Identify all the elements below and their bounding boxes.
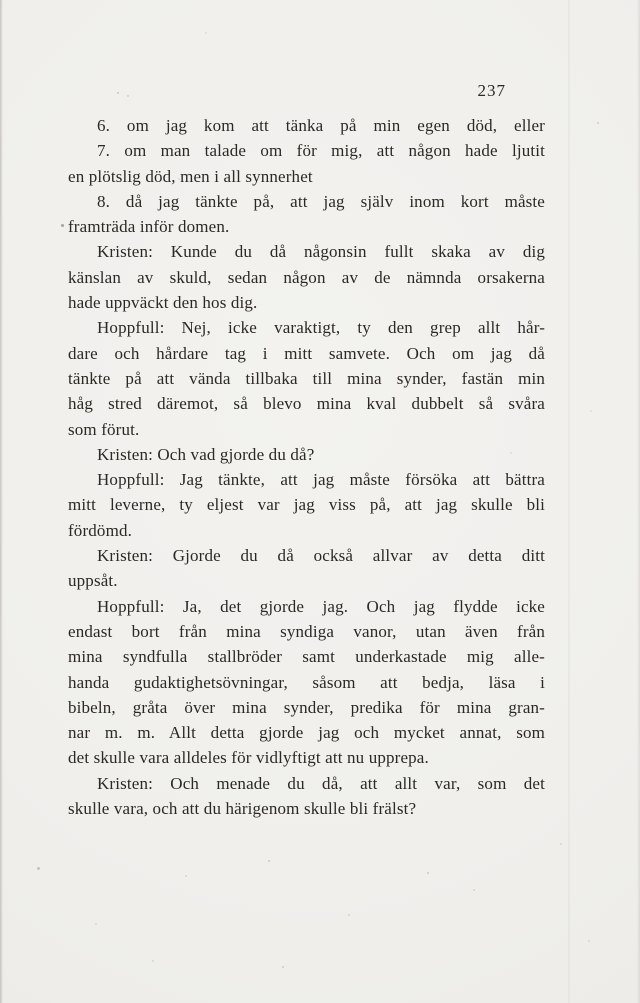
scan-speck	[588, 940, 590, 942]
scan-speck	[152, 960, 154, 962]
text-line: känslan av skuld, sedan någon av de nämnda orsakerna	[68, 267, 545, 287]
text-line: håg stred däremot, så blevo mina kval dubbelt så svåra	[68, 394, 545, 414]
text-line: bibeln, gråta över mina synder, predika för mina gran-	[68, 697, 545, 717]
text-line: skulle vara, och att du härigenom skulle bli frälst?	[68, 799, 417, 819]
scan-speck	[185, 875, 187, 877]
page-number: 237	[477, 81, 506, 100]
text-line: som förut.	[68, 419, 140, 439]
scan-speck	[510, 452, 512, 454]
text-line: handa gudaktighetsövningar, såsom att bedja, läsa i	[68, 672, 545, 692]
text-line: Hoppfull: Jag tänkte, att jag måste försöka att bättra	[97, 470, 545, 490]
scan-speck	[37, 867, 40, 870]
scan-speck	[427, 872, 429, 874]
scan-speck	[348, 914, 350, 916]
scan-speck	[473, 889, 475, 891]
text-line: endast bort från mina syndiga vanor, utan även från	[68, 621, 545, 641]
text-line: en plötslig död, men i all synnerhet	[68, 166, 313, 186]
text-line: uppsåt.	[68, 571, 118, 591]
scan-speck	[597, 122, 599, 124]
scan-streak	[568, 0, 570, 1003]
text-line: Kristen: Gjorde du då också allvar av detta ditt	[97, 546, 545, 566]
text-line: Hoppfull: Nej, icke varaktigt, ty den grep allt hår-	[97, 318, 545, 338]
text-line: mina syndfulla stallbröder samt underkastade mig alle-	[68, 647, 545, 667]
scan-speck	[95, 923, 97, 925]
text-line: 6. om jag kom att tänka på min egen död, eller	[97, 116, 545, 135]
text-line: Hoppfull: Ja, det gjorde jag. Och jag flydde icke	[97, 596, 545, 616]
text-line: Kristen: Och menade du då, att allt var, som det	[97, 773, 545, 793]
text-line: nar m. m. Allt detta gjorde jag och mycket annat, som	[68, 723, 545, 743]
text-line: 7. om man talade om för mig, att någon hade ljutit	[97, 141, 545, 161]
scan-speck	[61, 224, 64, 227]
scan-speck	[268, 860, 270, 862]
page-text	[68, 113, 545, 821]
scan-speck	[117, 92, 119, 94]
scan-speck	[127, 95, 129, 97]
scan-speck	[178, 178, 180, 180]
scan-speck	[282, 966, 284, 968]
text-line: det skulle vara alldeles för vidlyftigt att nu upprepa.	[68, 748, 429, 768]
text-line: 8. då jag tänkte på, att jag själv inom kort måste	[97, 191, 545, 211]
scan-speck	[590, 410, 592, 412]
text-line: fördömd.	[68, 520, 132, 540]
text-line: mitt leverne, ty eljest var jag viss på, att jag skulle bli	[68, 495, 545, 515]
text-line: Kristen: Och vad gjorde du då?	[97, 444, 315, 464]
page-edge-shadow-left	[0, 0, 3, 1003]
text-line: framträda inför domen.	[68, 217, 230, 237]
text-line: dare och hårdare tag i mitt samvete. Och om jag då	[68, 343, 545, 363]
scan-speck	[560, 843, 562, 845]
text-line: hade uppväckt den hos dig.	[68, 293, 258, 313]
scan-speck	[205, 32, 207, 34]
text-line: Kristen: Kunde du då någonsin fullt skaka av dig	[97, 242, 545, 262]
text-line: tänkte på att vända tillbaka till mina synder, fastän min	[68, 368, 545, 388]
